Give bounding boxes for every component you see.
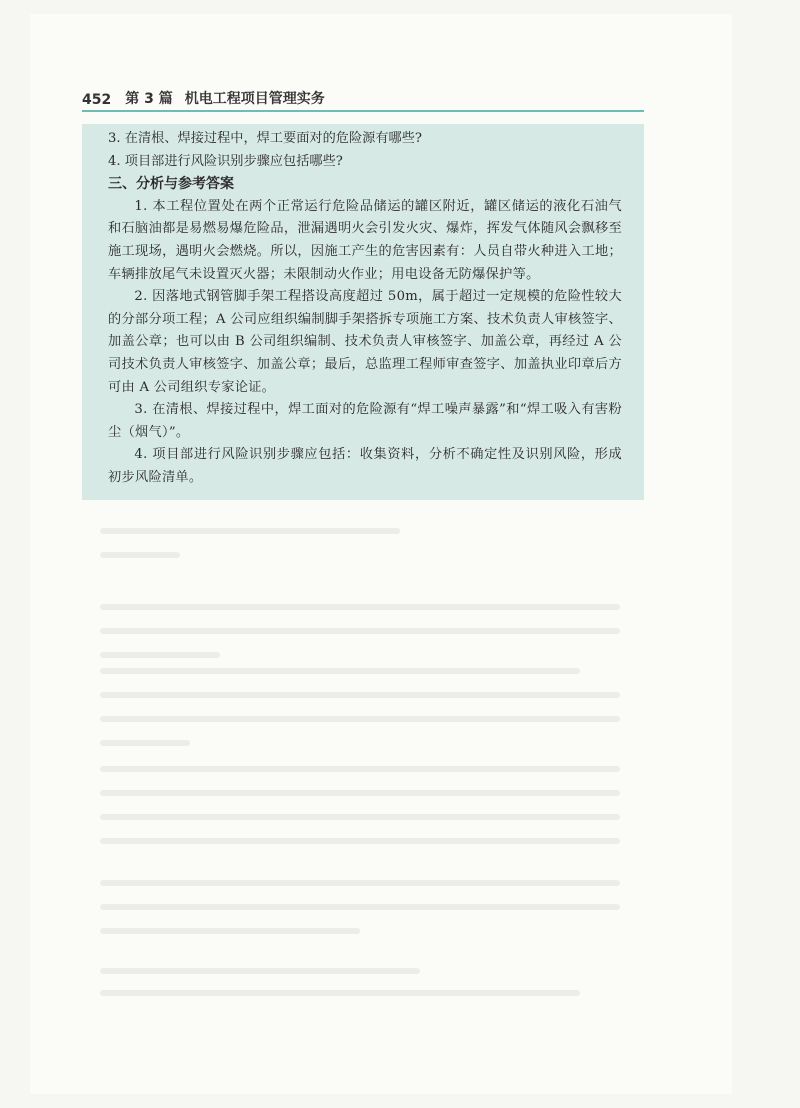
answer-1: 1. 本工程位置处在两个正常运行危险品储运的罐区附近，罐区储运的液化石油气和石脑油都是易燃易爆危险品，泄漏遇明火会引发火灾、爆炸，挥发气体随风会飘移至施工现场，遇明火会燃烧。所以，因施工产生的危害因素有：人员自带火种进入工地；车辆排放尾气未设置灭火器；未限制动火作业；用电设备无防爆保护等。 — [108, 198, 622, 282]
section-heading: 三、分析与参考答案 — [108, 176, 234, 193]
answer-4: 4. 项目部进行风险识别步骤应包括：收集资料，分析不确定性及识别风险，形成初步风险清单。 — [108, 447, 622, 485]
answer-2: 2. 因落地式钢管脚手架工程搭设高度超过 50m，属于超过一定规模的危险性较大的分部分项工程；A 公司应组织编制脚手架搭拆专项施工方案、技术负责人审核签字、加盖公章；也可以由 B 公司组织编制、技术负责人审核签字、加盖公章，再经过 A 公司技术负责人审核签字、加盖公章；最后，总监理工程师审查签字、加盖执业印章后方可由 A 公司组织专家论证。 — [108, 289, 622, 395]
answer-3: 3. 在清根、焊接过程中，焊工面对的危险源有“焊工噪声暴露”和“焊工吸入有害粉尘（烟气）”。 — [108, 402, 622, 440]
answer-box — [82, 124, 644, 500]
page-header — [82, 84, 644, 108]
question-3: 3. 在清根、焊接过程中，焊工要面对的危险源有哪些? — [108, 131, 422, 146]
question-4: 4. 项目部进行风险识别步骤应包括哪些? — [108, 153, 343, 169]
header-rule — [82, 110, 644, 112]
section-label: 第 3 篇 — [125, 91, 173, 107]
book-part-title: 机电工程项目管理实务 — [184, 91, 325, 107]
page-number: 452 — [82, 92, 112, 108]
